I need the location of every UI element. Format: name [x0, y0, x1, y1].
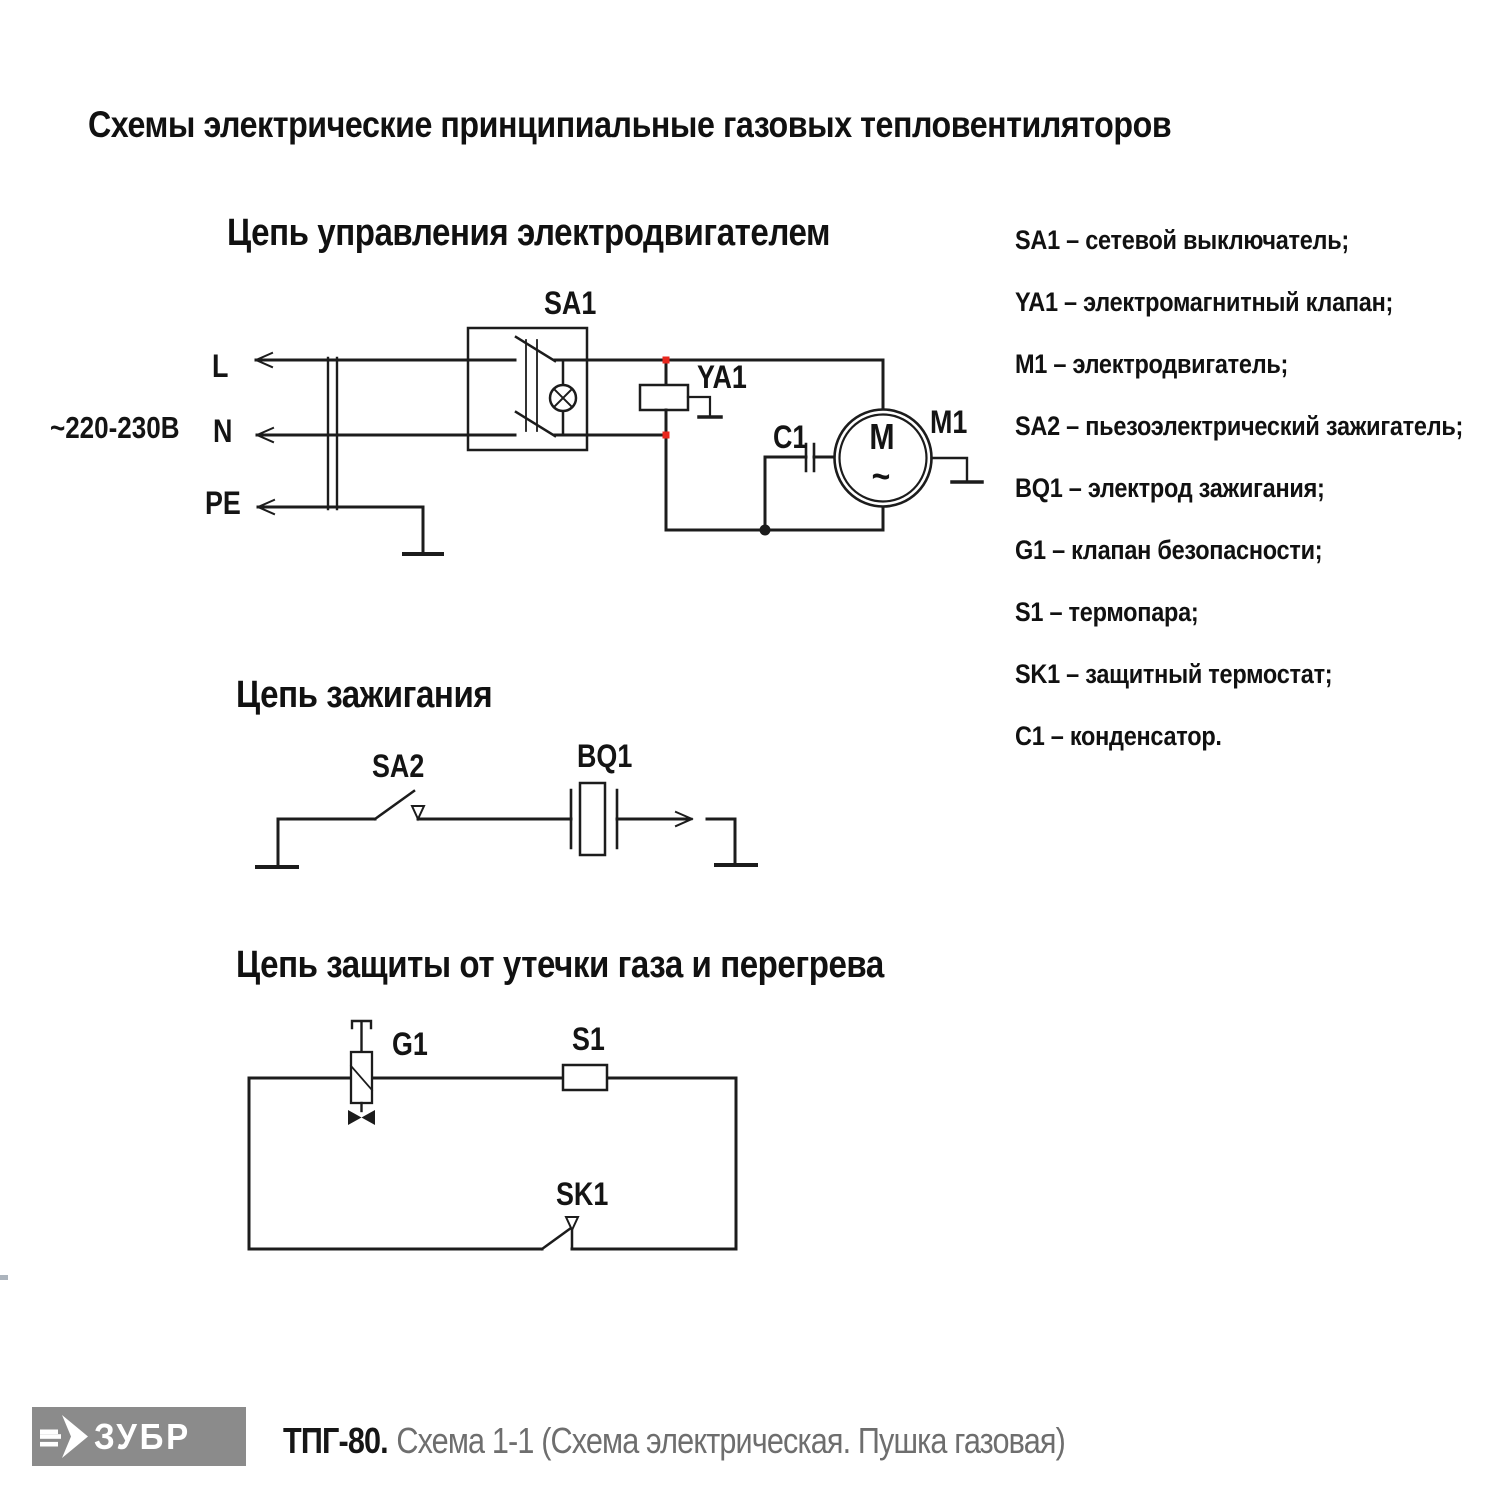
c1-wire-left [765, 457, 806, 530]
g1-label: G1 [392, 1026, 428, 1063]
sa2-label: SA2 [372, 748, 425, 785]
circuit1-motor-control [50, 286, 982, 554]
footer-caption-line [283, 1420, 1065, 1462]
s1-label: S1 [572, 1021, 605, 1058]
footer-caption: Схема 1-1 (Схема электрическая. Пушка газовая) [396, 1420, 1065, 1461]
sk1-contact-icon [566, 1217, 578, 1230]
sa2-blade [375, 791, 414, 819]
circuit3-protection [249, 1021, 736, 1249]
page-title-text: Схемы электрические принципиальные газовых тепловентиляторов [88, 104, 1172, 145]
sa1-coupling [526, 340, 537, 431]
g1-valve-icon-left [348, 1110, 362, 1125]
legend-item-c1: C1 – конденсатор. [1015, 721, 1222, 751]
sa1-blade-bottom [516, 412, 555, 436]
bq1-electrode [571, 783, 617, 855]
bq1-right-terminal [707, 819, 735, 864]
sa2-left-terminal [278, 819, 375, 866]
legend-item-sa1: SA1 – сетевой выключатель; [1015, 225, 1349, 255]
c1-label: C1 [773, 419, 808, 456]
wire-pe-label: PE [205, 485, 241, 522]
wire-n-label: N [213, 413, 233, 450]
footer-model: ТПГ-80. [283, 1420, 388, 1461]
circuit2-title: Цепь зажигания [236, 674, 493, 716]
sa1-blade-top [516, 337, 555, 361]
zubr-logo-icon [32, 1407, 94, 1466]
legend-item-g1: G1 – клапан безопасности; [1015, 535, 1323, 565]
motor-ac-label: ~ [871, 455, 891, 498]
motor-m-label: M [869, 417, 895, 458]
ya1-ground-wire [688, 397, 710, 416]
sa1-label: SA1 [544, 285, 597, 322]
sk1-thermostat-switch [542, 1217, 578, 1249]
zubr-logo-text: ЗУБР [94, 1415, 192, 1457]
protection-loop [249, 1078, 736, 1249]
circuit3-title: Цепь защиты от утечки газа и перегрева [236, 944, 884, 986]
g1-thermo-tip-icon [352, 1021, 371, 1052]
m1-label: M1 [930, 404, 968, 441]
sa2-contact-icon [412, 806, 424, 819]
sa1-switch [468, 328, 587, 450]
ya1-box [640, 385, 688, 410]
zubr-logo [32, 1407, 246, 1466]
bq1-label: BQ1 [577, 738, 633, 775]
legend-item-s1: S1 – термопара; [1015, 597, 1199, 627]
wire-l-label: L [212, 348, 229, 385]
legend-item-ya1: YA1 – электромагнитный клапан; [1015, 287, 1394, 317]
junction-dot [760, 525, 771, 536]
legend-item-sa2: SA2 – пьезоэлектрический зажигатель; [1015, 411, 1464, 441]
wire-pe [258, 507, 423, 553]
circuit2-ignition [257, 739, 756, 867]
s1-thermocouple-box [563, 1065, 607, 1090]
circuit1-title: Цепь управления электродвигателем [227, 212, 831, 254]
g1-valve-icon-right [362, 1110, 376, 1125]
legend-item-m1: M1 – электродвигатель; [1015, 349, 1289, 379]
legend-item-sk1: SK1 – защитный термостат; [1015, 659, 1333, 689]
junction-red-n [663, 432, 670, 439]
sk1-blade [542, 1228, 571, 1249]
voltage-label: ~220-230В [50, 410, 180, 446]
ya1-label: YA1 [697, 359, 747, 396]
sk1-label: SK1 [556, 1176, 609, 1213]
bq1-box [580, 783, 605, 855]
legend-item-bq1: BQ1 – электрод зажигания; [1015, 473, 1325, 503]
capacitor-c1 [765, 444, 836, 530]
edge-artifact [0, 1275, 8, 1280]
g1-safety-valve [348, 1021, 375, 1125]
motor-ground-wire [932, 458, 968, 481]
junction-red-l [663, 357, 670, 364]
